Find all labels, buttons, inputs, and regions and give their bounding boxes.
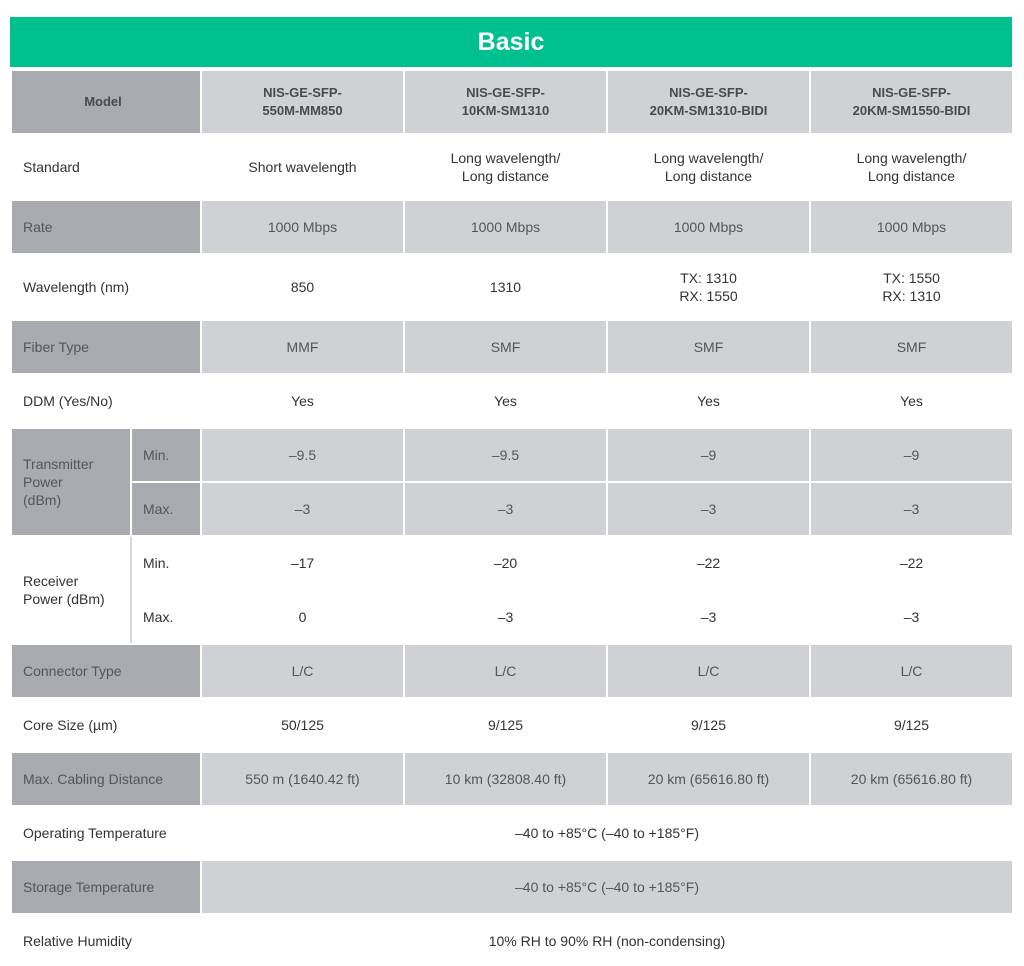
- table-cell: –20: [404, 536, 607, 590]
- table-cell: L/C: [201, 644, 404, 698]
- table-cell: –9.5: [404, 428, 607, 482]
- model-name: NIS-GE-SFP- 20KM-SM1550-BIDI: [810, 70, 1013, 134]
- table-cell: –3: [607, 482, 810, 536]
- table-cell: Long wavelength/ Long distance: [810, 134, 1013, 200]
- table-cell: 9/125: [404, 698, 607, 752]
- model-label: Model: [11, 70, 201, 134]
- row-label: Transmitter Power (dBm): [11, 428, 131, 536]
- row-label: Relative Humidity: [11, 914, 201, 966]
- row-label: Core Size (µm): [11, 698, 201, 752]
- table-cell: L/C: [404, 644, 607, 698]
- model-name: NIS-GE-SFP- 20KM-SM1310-BIDI: [607, 70, 810, 134]
- table-cell: TX: 1550 RX: 1310: [810, 254, 1013, 320]
- section-title: Basic: [10, 17, 1012, 69]
- table-cell: –40 to +85°C (–40 to +185°F): [201, 860, 1013, 914]
- row-label: Rate: [11, 200, 201, 254]
- table-cell: Yes: [810, 374, 1013, 428]
- table-cell: –3: [810, 590, 1013, 644]
- row-label: DDM (Yes/No): [11, 374, 201, 428]
- table-cell: 20 km (65616.80 ft): [810, 752, 1013, 806]
- table-cell: 0: [201, 590, 404, 644]
- table-cell: Long wavelength/ Long distance: [607, 134, 810, 200]
- table-cell: TX: 1310 RX: 1550: [607, 254, 810, 320]
- table-cell: 9/125: [607, 698, 810, 752]
- model-name: NIS-GE-SFP- 550M-MM850: [201, 70, 404, 134]
- table-cell: Short wavelength: [201, 134, 404, 200]
- humidity-row: [11, 914, 1013, 966]
- model-header-row: [11, 70, 1013, 134]
- table-cell: L/C: [607, 644, 810, 698]
- standard-row: [11, 134, 1013, 200]
- row-label: Connector Type: [11, 644, 201, 698]
- table-cell: 20 km (65616.80 ft): [607, 752, 810, 806]
- table-cell: –3: [810, 482, 1013, 536]
- table-cell: 850: [201, 254, 404, 320]
- max-distance-row: [11, 752, 1013, 806]
- table-cell: MMF: [201, 320, 404, 374]
- rx-power-min-row: [11, 536, 1013, 590]
- spec-sheet: [10, 17, 1012, 966]
- table-cell: 1000 Mbps: [607, 200, 810, 254]
- wavelength-row: [11, 254, 1013, 320]
- table-cell: SMF: [404, 320, 607, 374]
- table-cell: Long wavelength/ Long distance: [404, 134, 607, 200]
- table-cell: 1310: [404, 254, 607, 320]
- table-cell: 9/125: [810, 698, 1013, 752]
- table-cell: –3: [404, 590, 607, 644]
- row-label: Standard: [11, 134, 201, 200]
- tx-power-min-row: [11, 428, 1013, 482]
- operating-temp-row: [11, 806, 1013, 860]
- ddm-row: [11, 374, 1013, 428]
- model-name: NIS-GE-SFP- 10KM-SM1310: [404, 70, 607, 134]
- table-cell: –3: [201, 482, 404, 536]
- table-cell: –40 to +85°C (–40 to +185°F): [201, 806, 1013, 860]
- row-label: Receiver Power (dBm): [11, 536, 131, 644]
- table-cell: 1000 Mbps: [201, 200, 404, 254]
- table-cell: –9: [810, 428, 1013, 482]
- table-cell: Yes: [201, 374, 404, 428]
- connector-type-row: [11, 644, 1013, 698]
- table-cell: SMF: [607, 320, 810, 374]
- table-cell: –22: [810, 536, 1013, 590]
- table-cell: 50/125: [201, 698, 404, 752]
- storage-temp-row: [11, 860, 1013, 914]
- table-cell: L/C: [810, 644, 1013, 698]
- table-cell: 10% RH to 90% RH (non-condensing): [201, 914, 1013, 966]
- table-cell: 1000 Mbps: [404, 200, 607, 254]
- row-label: Max. Cabling Distance: [11, 752, 201, 806]
- table-cell: –22: [607, 536, 810, 590]
- table-cell: –9.5: [201, 428, 404, 482]
- table-cell: 1000 Mbps: [810, 200, 1013, 254]
- table-cell: –9: [607, 428, 810, 482]
- table-cell: Yes: [607, 374, 810, 428]
- table-cell: –3: [404, 482, 607, 536]
- table-cell: –3: [607, 590, 810, 644]
- table-cell: –17: [201, 536, 404, 590]
- rate-row: [11, 200, 1013, 254]
- row-label: Operating Temperature: [11, 806, 201, 860]
- spec-table: [10, 69, 1014, 966]
- sub-label-max: Max.: [131, 482, 201, 536]
- table-cell: 550 m (1640.42 ft): [201, 752, 404, 806]
- rx-power-max-row: [11, 590, 1013, 644]
- table-cell: 10 km (32808.40 ft): [404, 752, 607, 806]
- core-size-row: [11, 698, 1013, 752]
- table-cell: SMF: [810, 320, 1013, 374]
- fiber-type-row: [11, 320, 1013, 374]
- row-label: Storage Temperature: [11, 860, 201, 914]
- sub-label-min: Min.: [131, 428, 201, 482]
- row-label: Wavelength (nm): [11, 254, 201, 320]
- tx-power-max-row: [11, 482, 1013, 536]
- sub-label-max: Max.: [131, 590, 201, 644]
- table-cell: Yes: [404, 374, 607, 428]
- sub-label-min: Min.: [131, 536, 201, 590]
- row-label: Fiber Type: [11, 320, 201, 374]
